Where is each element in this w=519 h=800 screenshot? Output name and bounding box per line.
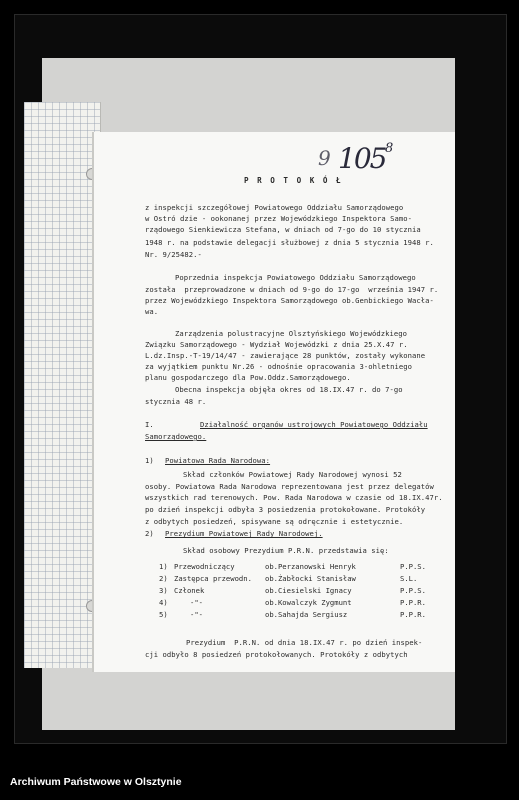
document-title: P R O T O K Ó Ł [244,176,343,185]
text-line: Skład członków Powiatowej Rady Narodowej wynosi 52 [183,470,402,479]
subsection-title: Prezydium Powiatowej Rady Narodowej. [165,529,323,538]
text-line: 1948 r. na podstawie delegacji służbowej z dnia 5 stycznia 1948 r. [145,238,434,247]
row-number: 2) [159,574,168,583]
text-line: z odbytych posiedzeń, spisywane są odręcznie i estetycznie. [145,517,404,526]
row-party: P.P.S. [400,562,426,571]
text-line: Związku Samorządowego - Wydział Wojewódzki z dnia 25.X.47 r. [145,340,408,349]
text-line: L.dz.Insp.-T-19/14/47 - zawierające 28 punktów, zostały wykonane [145,351,426,360]
text-line: za wyjątkiem punktu Nr.26 - odnośnie opracowania 3-ohletniego [145,362,413,371]
row-number: 5) [159,610,168,619]
archive-footer-label: Archiwum Państwowe w Olsztynie [10,776,182,788]
text-line: Prezydium P.R.N. od dnia 18.IX.47 r. po dzień inspek- [186,638,423,647]
row-role: Przewodniczący [174,562,235,571]
row-party: P.P.R. [400,610,426,619]
subsection-number: 2) [145,529,154,538]
text-line: Nr. 9/25482.- [145,250,202,259]
handwritten-page-suffix: 8 [385,141,394,156]
section-number: I. [145,420,154,429]
text-line: została przeprowadzone w dniach od 9-go do 17-go września 1947 r. [145,285,439,294]
row-name: ob.Kowalczyk Zygmunt [265,598,352,607]
row-role: Członek [174,586,205,595]
row-number: 3) [159,586,168,595]
row-name: ob.Sahajda Sergiusz [265,610,348,619]
handwritten-stamp-digit: 9 [318,146,329,170]
row-role: -"- [190,598,203,607]
row-role: -"- [190,610,203,619]
text-line: osoby. Powiatowa Rada Narodowa reprezentowana jest przez delegatów [145,482,434,491]
row-role: Zastępca przewodn. [174,574,252,583]
subsection-number: 1) [145,456,154,465]
notebook-page [24,102,101,668]
row-party: S.L. [400,574,418,583]
row-party: P.P.R. [400,598,426,607]
text-line: Poprzednia inspekcja Powiatowego Oddziału Samorządowego [175,273,416,282]
text-line: planu gospodarczego dla Pow.Oddz.Samorządowego. [145,373,351,382]
text-line: z inspekcji szczegółowej Powiatowego Oddziału Samorządowego [145,203,404,212]
text-line: Skład osobowy Prezydium P.R.N. przedstawia się: [183,546,389,555]
section-title: Samorządowego. [145,432,207,441]
row-number: 4) [159,598,168,607]
text-line: cji odbyło 8 posiedzeń protokołowanych. Protokóły z odbytych [145,650,408,659]
handwritten-page-number: 105 [338,142,386,175]
row-name: ob.Perzanowski Henryk [265,562,356,571]
row-number: 1) [159,562,168,571]
text-line: Zarządzenia polustracyjne Olsztyńskiego Wojewódzkiego [175,329,407,338]
text-line: w Ostró dzie - ookonanej przez Wojewódzkiego Inspektora Samo- [145,214,413,223]
row-name: ob.Żabłocki Stanisław [265,574,356,583]
text-line: Obecna inspekcja objęła okres od 18.IX.47 r. do 7-go [175,385,403,394]
text-line: wa. [145,307,159,316]
text-line: po dzień inspekcji odbyła 3 posiedzenia protokołowane. Protokóły [145,505,426,514]
text-line: przez Wojewódzkiego Inspektora Samorządowego ob.Genbickiego Wacła- [145,296,434,305]
text-line: stycznia 48 r. [145,397,207,406]
row-party: P.P.S. [400,586,426,595]
subsection-title: Powiatowa Rada Narodowa: [165,456,271,465]
text-line: wszystkich rad terenowych. Pow. Rada Narodowa w czasie od 18.IX.47r. [145,493,443,502]
section-title: Działalność organów ustrojowych Powiatowego Oddziału [200,420,428,429]
row-name: ob.Ciesielski Ignacy [265,586,352,595]
text-line: rządowego Sienkiewicza Stefana, w dniach od 7-go do 10 stycznia [145,225,421,234]
